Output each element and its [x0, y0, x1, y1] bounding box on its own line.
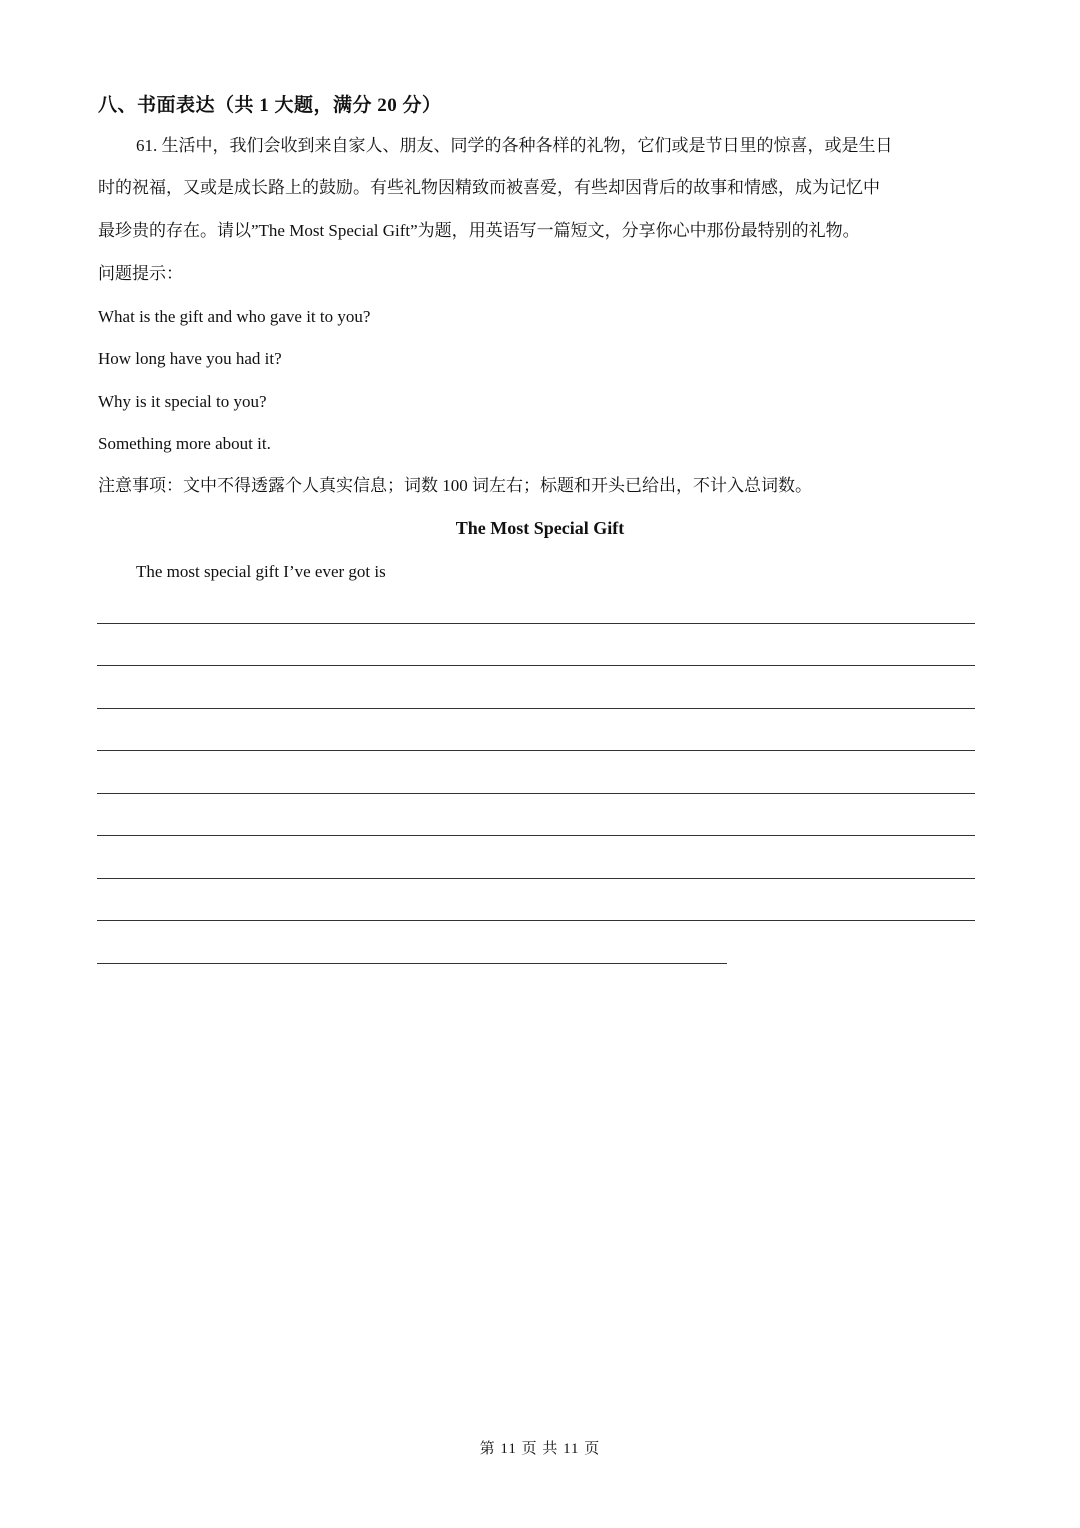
hint-item: Something more about it.: [98, 434, 271, 453]
writing-line[interactable]: [97, 835, 975, 836]
page-number: 第 11 页 共 11 页: [479, 1441, 601, 1457]
writing-line-short[interactable]: [97, 963, 727, 964]
writing-line[interactable]: [97, 623, 975, 624]
writing-line[interactable]: [97, 708, 975, 709]
writing-line[interactable]: [97, 793, 975, 794]
essay-opening: The most special gift I’ve ever got is: [136, 562, 386, 581]
section-heading: 八、书面表达（共 1 大题，满分 20 分）: [98, 95, 442, 116]
writing-line[interactable]: [97, 750, 975, 751]
writing-line[interactable]: [97, 665, 975, 666]
hint-item: Why is it special to you?: [98, 392, 267, 411]
hint-item: How long have you had it?: [98, 349, 282, 368]
hint-item: What is the gift and who gave it to you?: [98, 307, 371, 326]
writing-line[interactable]: [97, 920, 975, 921]
writing-line[interactable]: [97, 878, 975, 879]
question-text-line-2: 时的祝福，又或是成长路上的鼓励。有些礼物因精致而被喜爱，有些却因背后的故事和情感，成为记忆中: [98, 178, 880, 197]
notes-text: 注意事项：文中不得透露个人真实信息；词数 100 词左右；标题和开头已给出，不计入总词数。: [98, 476, 812, 495]
question-text-line-1: 61. 生活中，我们会收到来自家人、朋友、同学的各种各样的礼物，它们或是节日里的惊喜，或是生日: [136, 136, 893, 155]
hint-label: 问题提示：: [98, 264, 183, 283]
essay-title: The Most Special Gift: [455, 518, 625, 538]
question-text-line-3: 最珍贵的存在。请以”The Most Special Gift”为题，用英语写一篇短文，分享你心中那份最特别的礼物。: [98, 221, 860, 240]
